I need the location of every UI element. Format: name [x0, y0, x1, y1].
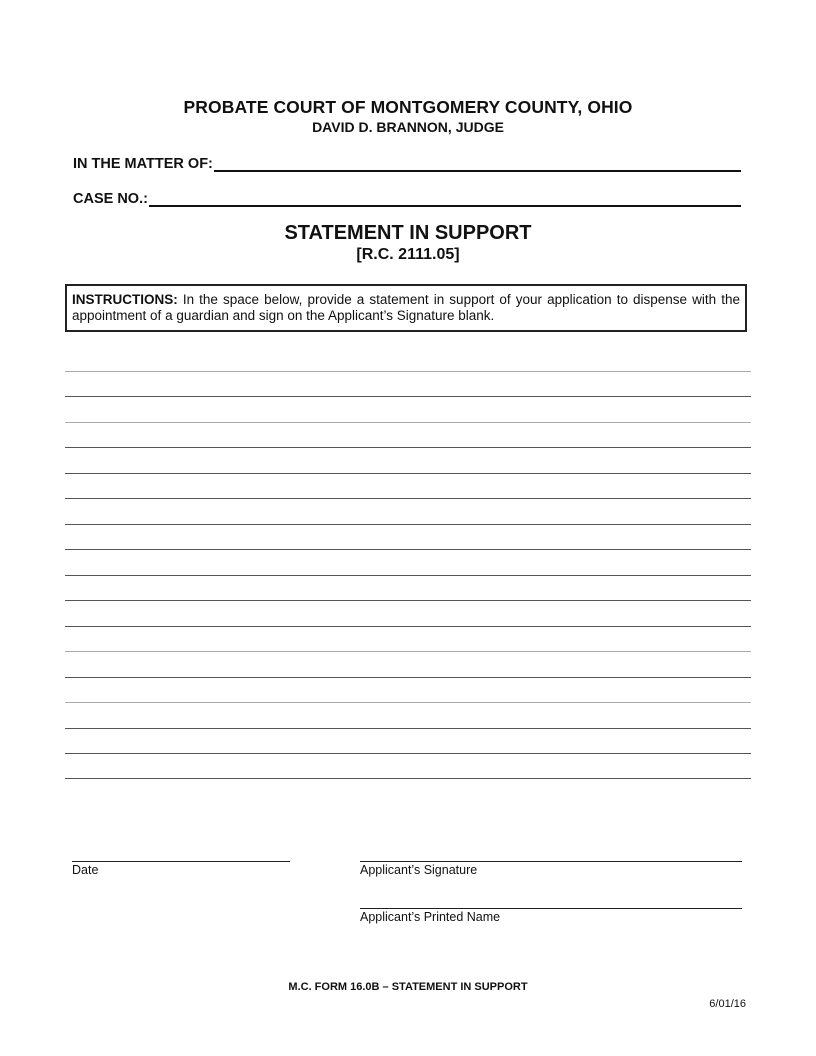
form-title: STATEMENT IN SUPPORT	[284, 222, 532, 244]
date-input[interactable]	[72, 861, 290, 862]
instructions-label: INSTRUCTIONS:	[72, 292, 178, 307]
matter-input[interactable]	[214, 156, 741, 172]
date-label: Date	[72, 863, 99, 877]
statement-line[interactable]	[65, 447, 751, 448]
case-number-label: CASE NO.:	[73, 191, 148, 207]
matter-label: IN THE MATTER OF:	[73, 156, 213, 172]
instructions-box	[65, 284, 747, 332]
statement-line[interactable]	[65, 524, 751, 525]
instructions-text: In the space below, provide a statement in support of your application to dispense with the appointment of a guardian and sign on the Applicant’s Signature blank.	[72, 292, 740, 323]
statement-line[interactable]	[65, 728, 751, 729]
applicant-signature-label: Applicant’s Signature	[360, 863, 478, 877]
statute-reference: [R.C. 2111.05]	[356, 246, 460, 263]
statement-line[interactable]	[65, 575, 751, 576]
statement-line[interactable]	[65, 626, 751, 627]
applicant-printed-name-label: Applicant’s Printed Name	[360, 910, 501, 924]
statement-line[interactable]	[65, 702, 751, 703]
statement-line[interactable]	[65, 549, 751, 550]
case-number-field	[73, 187, 741, 207]
statement-line[interactable]	[65, 473, 751, 474]
statement-line[interactable]	[65, 498, 751, 499]
case-number-input[interactable]	[149, 191, 741, 207]
matter-field	[73, 152, 741, 172]
applicant-signature-input[interactable]	[360, 861, 742, 862]
applicant-printed-name-input[interactable]	[360, 908, 742, 909]
revision-date: 6/01/16	[709, 998, 746, 1010]
statement-line[interactable]	[65, 396, 751, 397]
statement-line[interactable]	[65, 422, 751, 423]
form-identifier: M.C. FORM 16.0B – STATEMENT IN SUPPORT	[288, 981, 528, 993]
statement-line[interactable]	[65, 371, 751, 372]
statement-line[interactable]	[65, 778, 751, 779]
judge-name: DAVID D. BRANNON, JUDGE	[312, 119, 504, 135]
statement-line[interactable]	[65, 677, 751, 678]
statement-line[interactable]	[65, 753, 751, 754]
statement-line[interactable]	[65, 600, 751, 601]
statement-line[interactable]	[65, 651, 751, 652]
court-name: PROBATE COURT OF MONTGOMERY COUNTY, OHIO	[183, 97, 633, 117]
